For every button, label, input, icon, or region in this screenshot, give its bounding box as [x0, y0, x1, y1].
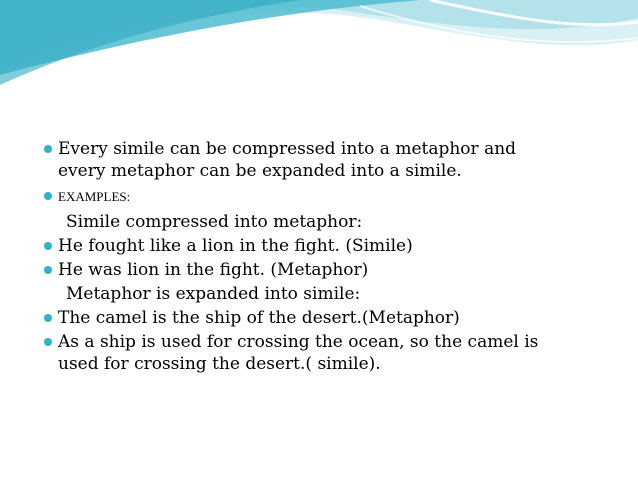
bullet-dot-icon	[44, 145, 52, 153]
bullet-dot-icon	[44, 242, 52, 250]
item-text: He fought like a lion in the fight. (Simile)	[58, 236, 413, 256]
item-text: As a ship is used for crossing the ocean, so the camel is	[58, 332, 539, 352]
bullet-dot-icon	[44, 192, 52, 200]
list-item	[44, 259, 624, 281]
sub-heading	[44, 283, 624, 305]
bullet-dot-icon	[44, 266, 52, 274]
bullet-dot-icon	[44, 314, 52, 322]
bullet-list	[44, 138, 624, 375]
list-item	[44, 185, 624, 208]
list-item	[44, 138, 624, 160]
list-item	[44, 307, 624, 329]
list-item-continuation	[44, 353, 624, 375]
sub-heading	[44, 211, 624, 233]
item-text: every metaphor can be expanded into a simile.	[58, 161, 462, 181]
item-text: Simile compressed into metaphor:	[66, 212, 363, 232]
list-item-continuation	[44, 160, 624, 182]
bullet-dot-icon	[44, 338, 52, 346]
item-text: used for crossing the desert.( simile).	[58, 354, 381, 374]
item-text: EXAMPLES:	[58, 189, 131, 204]
item-text: Metaphor is expanded into simile:	[66, 284, 361, 304]
header-wave-decoration	[0, 0, 638, 120]
item-text: Every simile can be compressed into a metaphor and	[58, 139, 517, 159]
list-item	[44, 331, 624, 353]
item-text: The camel is the ship of the desert.(Metaphor)	[58, 308, 460, 328]
item-text: He was lion in the fight. (Metaphor)	[58, 260, 369, 280]
list-item	[44, 235, 624, 257]
